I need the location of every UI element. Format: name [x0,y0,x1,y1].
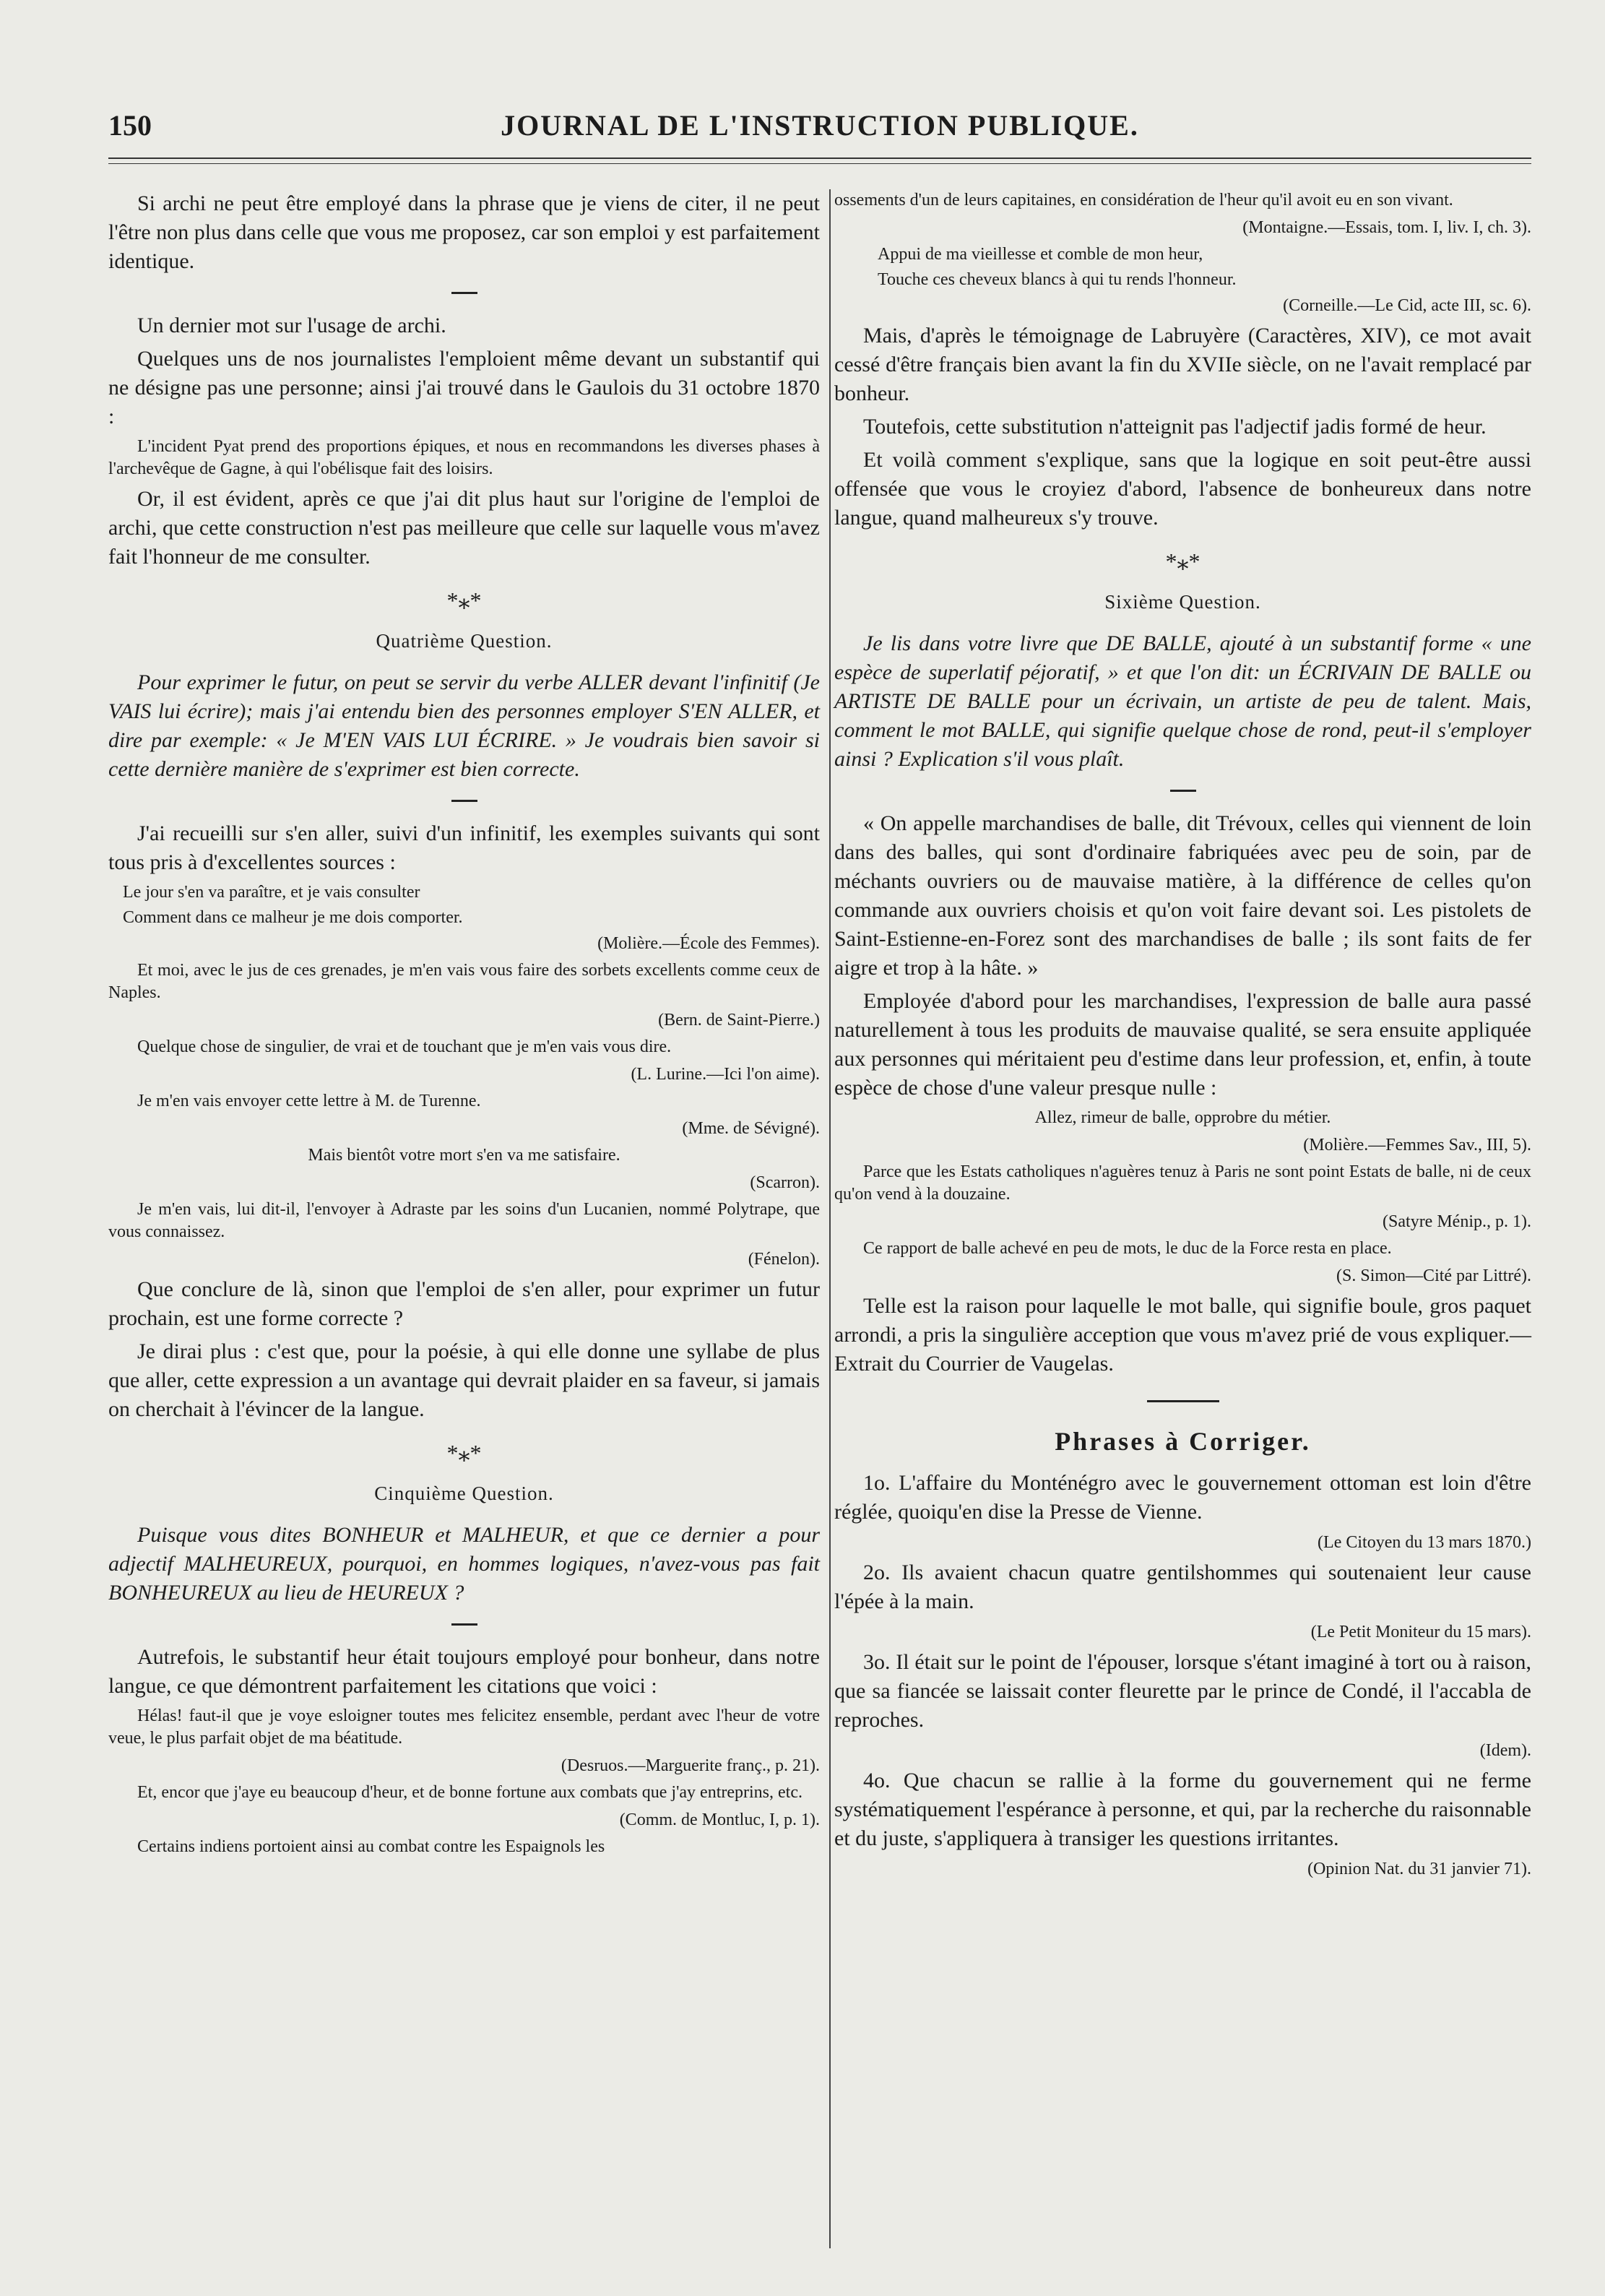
right-column [834,189,1531,1885]
separator-dash [451,1623,477,1626]
citation: (Corneille.—Le Cid, acte III, sc. 6). [1283,296,1531,315]
example: Quelque chose de singulier, de vrai et de touchant que je m'en vais vous dire. [137,1037,672,1056]
verse-line: Comment dans ce malheur je me dois comporter. [123,908,463,927]
example: Mais bientôt votre mort s'en va me satisfaire. [308,1146,620,1165]
citation: (Bern. de Saint-Pierre.) [658,1011,820,1030]
citation: (S. Simon—Cité par Littré). [1336,1266,1531,1285]
paragraph: Quelques uns de nos journalistes l'emploient même devant un substantif qui ne désigne pas une personne; ainsi j'ai trouvé dans le Gaulois du 31 octobre 1870 : [108,347,820,428]
paragraph: Telle est la raison pour laquelle le mot balle, qui signifie boule, gros paquet arrondi, a pris la singulière acception que vous m'avez prié de vous expliquer.—Extrait du Courrier de Vaugelas. [834,1294,1531,1376]
example: Parce que les Estats catholiques n'aguères tenuz à Paris ne sont point Estats de balle, ni de ceux qu'on vend à la douzaine. [834,1162,1531,1204]
page-number: 150 [108,109,152,142]
phrase-item: 2o. Ils avaient chacun quatre gentilshommes qui soutenaient leur cause l'épée à la main. [834,1561,1531,1613]
header-rule [108,157,1531,159]
question-title: Quatrième Question. [376,630,553,652]
quote: L'incident Pyat prend des proportions épiques, et nous en recommandons les diverses phases à l'archevêque de Gagne, à qui l'obélisque fait des loisirs. [108,437,820,478]
citation: (L. Lurine.—Ici l'on aime). [631,1065,820,1084]
example: Certains indiens portoient ainsi au combat contre les Espaignols les [137,1837,605,1856]
citation: (Idem). [1479,1741,1531,1760]
example: ossements d'un de leurs capitaines, en considération de l'heur qu'il avoit eu en son vivant. [834,191,1453,210]
column-divider [829,189,831,2248]
verse-line: Touche ces cheveux blancs à qui tu rends l'honneur. [878,270,1237,289]
paragraph: Mais, d'après le témoignage de Labruyère (Caractères, XIV), ce mot avait cessé d'être français bien avant la fin du XVIIe siècle, on ne l'avait remplacé par bonheur. [834,324,1531,405]
example: Hélas! faut-il que je voye esloigner toutes mes felicitez ensemble, perdant avec l'heur de votre veue, le plus parfait objet de ma béatitude. [108,1706,820,1748]
left-column [108,189,820,1863]
citation: (Molière.—École des Femmes). [597,934,820,953]
paragraph: Toutefois, cette substitution n'atteignit pas l'adjectif jadis formé de heur. [863,415,1487,439]
citation: (Le Petit Moniteur du 15 mars). [1310,1623,1531,1641]
example: Je m'en vais envoyer cette lettre à M. de Turenne. [137,1092,481,1110]
asterism: *⁎* [446,1440,482,1466]
paragraph: J'ai recueilli sur s'en aller, suivi d'un infinitif, les exemples suivants qui sont tous pris à d'excellentes sources : [108,821,820,874]
asterism: *⁎* [446,587,482,613]
paragraph: Si archi ne peut être employé dans la phrase que je viens de citer, il ne peut l'être non plus dans celle que vous me proposez, car son emploi y est parfaitement identique. [108,191,820,273]
citation: (Molière.—Femmes Sav., III, 5). [1303,1136,1531,1155]
example: Je m'en vais, lui dit-il, l'envoyer à Adraste par les soins d'un Lucanien, nommé Polytrape, que vous connaissez. [108,1200,820,1241]
section-separator [1147,1400,1219,1402]
example: Et, encor que j'aye eu beaucoup d'heur, et de bonne fortune aux combats que j'ay entreprins, etc. [137,1783,802,1802]
paragraph: Et voilà comment s'explique, sans que la logique en soit peut-être aussi offensée que vous le croyiez d'abord, l'absence de bonheureux dans notre langue, quand malheureux s'y trouve. [834,448,1531,530]
example: Ce rapport de balle achevé en peu de mots, le duc de la Force resta en place. [863,1239,1392,1258]
paragraph: Que conclure de là, sinon que l'emploi de s'en aller, pour exprimer un futur prochain, est une forme correcte ? [108,1277,820,1330]
citation: (Opinion Nat. du 31 janvier 71). [1307,1860,1531,1878]
phrase-item: 4o. Que chacun se rallie à la forme du gouvernement qui ne ferme systématiquement l'espérance à personne, et qui, par la recherche du raisonnable et du juste, s'appliquera à transiger les questions irritantes. [834,1769,1531,1850]
verse-line: Allez, rimeur de balle, opprobre du métier. [1034,1108,1331,1127]
separator-dash [451,800,477,802]
question-title: Cinquième Question. [374,1483,554,1504]
citation: (Fénelon). [748,1250,820,1269]
citation: (Desruos.—Marguerite franç., p. 21). [561,1756,820,1775]
question-text: Je lis dans votre livre que DE BALLE, ajouté à un substantif forme « une espèce de superlatif péjoratif, » et que l'on dit: un ÉCRIVAIN DE BALLE ou ARTISTE DE BALLE pour un écrivain, un artiste de peu de talent. Mais, comment le mot BALLE, qui signifie quelque chose de rond, peut-il s'employer ainsi ? Explication s'il vous plaît. [834,631,1531,771]
citation: (Montaigne.—Essais, tom. I, liv. I, ch. 3). [1242,218,1531,237]
phrase-item: 1o. L'affaire du Monténégro avec le gouvernement ottoman est loin d'être réglée, quoiqu'en dise la Presse de Vienne. [834,1471,1531,1524]
verse-line: Le jour s'en va paraître, et je vais consulter [123,883,420,902]
journal-title: JOURNAL DE L'INSTRUCTION PUBLIQUE. [501,109,1139,142]
phrase-item: 3o. Il était sur le point de l'épouser, lorsque s'étant imaginé à tort ou à raison, que sa fiancée se laissait conter fleurette par le prince de Condé, il l'accabla de reproches. [834,1650,1531,1732]
citation: (Comm. de Montluc, I, p. 1). [619,1811,820,1829]
question-title: Sixième Question. [1104,591,1261,613]
paragraph: Autrefois, le substantif heur était toujours employé pour bonheur, dans notre langue, ce que démontrent parfaitement les citations que voici : [108,1645,820,1698]
asterism: *⁎* [1165,548,1200,574]
example: Et moi, avec le jus de ces grenades, je m'en vais vous faire des sorbets excellents comme ceux de Naples. [108,961,820,1002]
citation: (Mme. de Sévigné). [682,1119,820,1138]
citation: (Satyre Ménip., p. 1). [1383,1212,1531,1231]
separator-dash [1170,790,1196,792]
citation: (Scarron). [750,1173,820,1192]
header-rule-thin [108,163,1531,164]
section-title: Phrases à Corriger. [1055,1427,1311,1456]
question-text: Pour exprimer le futur, on peut se servir du verbe ALLER devant l'infinitif (Je VAIS lui écrire); mais j'ai entendu bien des personnes employer S'EN ALLER, et dire par exemple: « Je M'EN VAIS LUI ÉCRIRE. » Je voudrais bien savoir si cette dernière manière de s'exprimer est bien correcte. [108,670,820,781]
page-header [108,108,1531,152]
verse-line: Appui de ma vieillesse et comble de mon heur, [878,245,1203,264]
paragraph: Employée d'abord pour les marchandises, l'expression de balle aura passé naturellement à tous les produits de mauvaise qualité, se sera ensuite appliquée aux personnes qui méritaient peu d'estime dans leur profession, et, enfin, à toute espèce de chose d'une valeur presque nulle : [834,989,1531,1100]
separator-dash [451,292,477,294]
question-text: Puisque vous dites BONHEUR et MALHEUR, et que ce dernier a pour adjectif MALHEUREUX, pourquoi, en hommes logiques, n'avez-vous pas fait BONHEUREUX au lieu de HEUREUX ? [108,1523,820,1605]
citation: (Le Citoyen du 13 mars 1870.) [1318,1533,1531,1552]
paragraph: Je dirai plus : c'est que, pour la poésie, à qui elle donne une syllabe de plus que aller, cette expression a un avantage qui devrait plaider en sa faveur, si jamais on cherchait à l'évincer de la langue. [108,1339,820,1421]
paragraph: Or, il est évident, après ce que j'ai dit plus haut sur l'origine de l'emploi de archi, que cette construction n'est pas meilleure que celle sur laquelle vous m'avez fait l'honneur de me consulter. [108,487,820,569]
paragraph: Un dernier mot sur l'usage de archi. [137,314,446,337]
paragraph: « On appelle marchandises de balle, dit Trévoux, celles qui viennent de loin dans des balles, qui sont d'ordinaire fabriquées avec peu de soin, par de méchants ouvriers ou de mauvaise matière, à la différence de celles qu'on commande aux ouvriers choisis et qu'on voit faire devant soi. Les pistolets de Saint-Estienne-en-Forez sont des marchandises de balle ; ils sont faits de fer aigre et trop à la hâte. » [834,811,1531,980]
